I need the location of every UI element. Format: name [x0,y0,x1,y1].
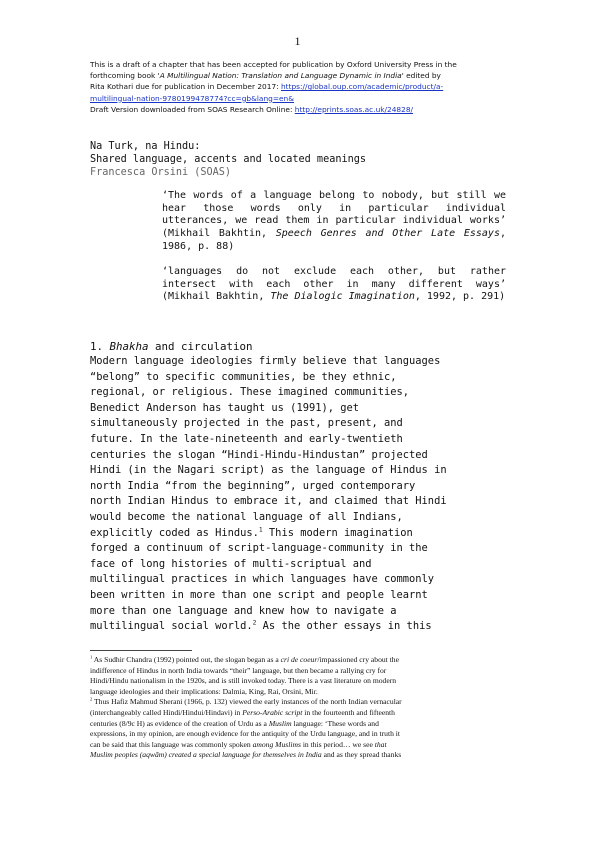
text-line: Benedict Anderson has taught us (1991), get [90,401,359,414]
chapter-subtitle: Shared language, accents and located meanings [90,153,367,165]
text-line: north India “from the beginning”, urged contemporary [90,479,416,492]
footnote-line: expressions, in my opinion, are enough evidence for the antiquity of the Urdu language, and in truth it [90,729,401,739]
footnote-line: language ideologies and their implications: Dalmia, King, Rai, Orsini, Mir. [90,686,318,696]
text-line: “belong” to specific communities, be they ethnic, [90,370,397,383]
text: Muslim [268,718,292,728]
text: language: ‘These words and [291,718,379,728]
text-line: simultaneously projected in the past, present, and [90,417,403,430]
epigraph [162,266,506,304]
footnote-number: 1 [90,654,93,660]
notice-line [90,81,520,92]
footnote-divider [90,650,192,651]
epigraph-text [162,266,506,304]
text-line [90,526,510,542]
text: Thus Hafiz Mahmud Sherani (1966, p. 132) viewed the early instances of the north Indian vernacular [92,697,402,707]
notice-text: edited by [403,71,441,81]
text: As Sudhir Chandra (1992) pointed out, the slogan began as a [92,655,281,664]
footnote-line [90,697,508,708]
notice-text: Draft Version downloaded from SOAS Research Online: [90,104,295,114]
text: in this period… we see [300,739,375,749]
text: that [374,739,387,749]
footnote-ref[interactable]: 2 [252,619,257,627]
epigraph-text [162,190,506,254]
quote: ‘languages do not exclude each other, but rather intersect with each other in many different ways’ (Mikhail Bakhtin, [162,266,506,303]
body-paragraph [90,354,510,635]
text-line: north Indian Hindus to embrace it, and claimed that Hindi [90,495,447,508]
chapter-title: Na Turk, na Hindu: [90,141,201,152]
text-line [90,619,510,635]
text: As the other essays in this [256,620,432,633]
epigraph [162,190,506,254]
section-title: and circulation [148,340,253,353]
footnote-line [90,750,508,761]
footnote-line [90,740,508,751]
notice-text: Rita Kothari due for publication in December 2017: [90,82,281,92]
section-heading [90,340,253,353]
text-line: more than one language and knew how to navigate a [90,604,397,617]
text: This modern imagination [262,526,413,539]
text: Perso-Arabic script [242,707,303,717]
title-block [90,141,366,179]
notice-line: This is a draft of a chapter that has been accepted for publication by Oxford University Press in the [90,60,457,69]
text: centuries (8/9c H) as evidence of the creation of Urdu as a [90,718,269,728]
work-title: The Dialogic Imagination [270,291,415,303]
author: Francesca Orsini (SOAS) [90,166,232,178]
footnote-line [90,719,508,730]
footnote-number: 2 [90,696,93,702]
text-line: centuries the slogan “Hindi-Hindu-Hindustan” projected [90,448,428,461]
eprints-link[interactable]: http://eprints.soas.ac.uk/24828/ [294,104,414,114]
footnote-line [90,708,508,719]
oup-link[interactable]: https://global.oup.com/academic/product/a- [280,82,444,92]
text-line: Hindi (in the Nagari script) as the language of Hindus in [90,464,447,477]
notice-line [90,93,520,104]
quote: ‘The words of a language belong to nobody, but still we hear those words only in particular individual utterances, we read them in particular individual works’ (Mikhail Bakhtin, [162,190,506,240]
text: in the fourteenth and fifteenth [302,707,395,717]
notice-line [90,104,520,115]
section-term: Bhakha [109,340,149,353]
text: /impassioned cry about the [317,655,399,664]
page-number: 1 [294,34,301,48]
text: cri de coeur [280,655,318,664]
book-title: 'A Multilingual Nation: Translation and Language Dynamic in India' [157,71,404,81]
footnote-line: Hindi/Hindu nationalism in the 1920s, and is still invoked today. There is a vast literature on modern [90,676,397,686]
citation: , 1992, p. 291) [414,291,506,303]
section-number: 1. [90,340,110,353]
notice-line [90,70,520,81]
notice-text: forthcoming book [90,71,158,81]
text-line: face of long histories of multi-scriptual and [90,557,372,570]
citation: , 1986, p. 88) [162,228,506,252]
footnote-line [90,655,508,666]
footnotes [90,655,508,761]
footnote-ref[interactable]: 1 [258,526,263,534]
text-line: forged a continuum of script-language-community in the [90,542,428,555]
text-line: multilingual practices in which languages have commonly [90,573,435,586]
draft-notice [90,59,520,115]
text-line: been written in more than one script and people learnt [90,588,428,601]
text: and as they spread thanks [321,750,402,760]
text: among Muslims [252,739,301,749]
footnote-line: indifference of Hindus in north India towards “their” language, but then became a rallying cry for [90,665,387,675]
work-title: Speech Genres and Other Late Essays [275,228,500,240]
text-line: regional, or religious. These imagined communities, [90,386,410,399]
oup-link-cont[interactable]: multilingual-nation-9780199478774?cc=gb&lang=en& [90,93,295,103]
text: (interchangeably called Hindi/Hindui/Hindavi) in [90,707,243,717]
text: can be said that this language was commonly spoken [90,739,253,749]
text: explicitly coded as Hindus. [90,526,259,539]
text: multilingual social world. [90,620,253,633]
text: Muslim peoples (aqwām) created a special language for themselves in India [90,750,322,760]
text-line: Modern language ideologies firmly believe that languages [90,355,441,367]
text-line: future. In the late-nineteenth and early-twentieth [90,432,403,445]
text-line: would become the national language of all Indians, [90,510,403,523]
